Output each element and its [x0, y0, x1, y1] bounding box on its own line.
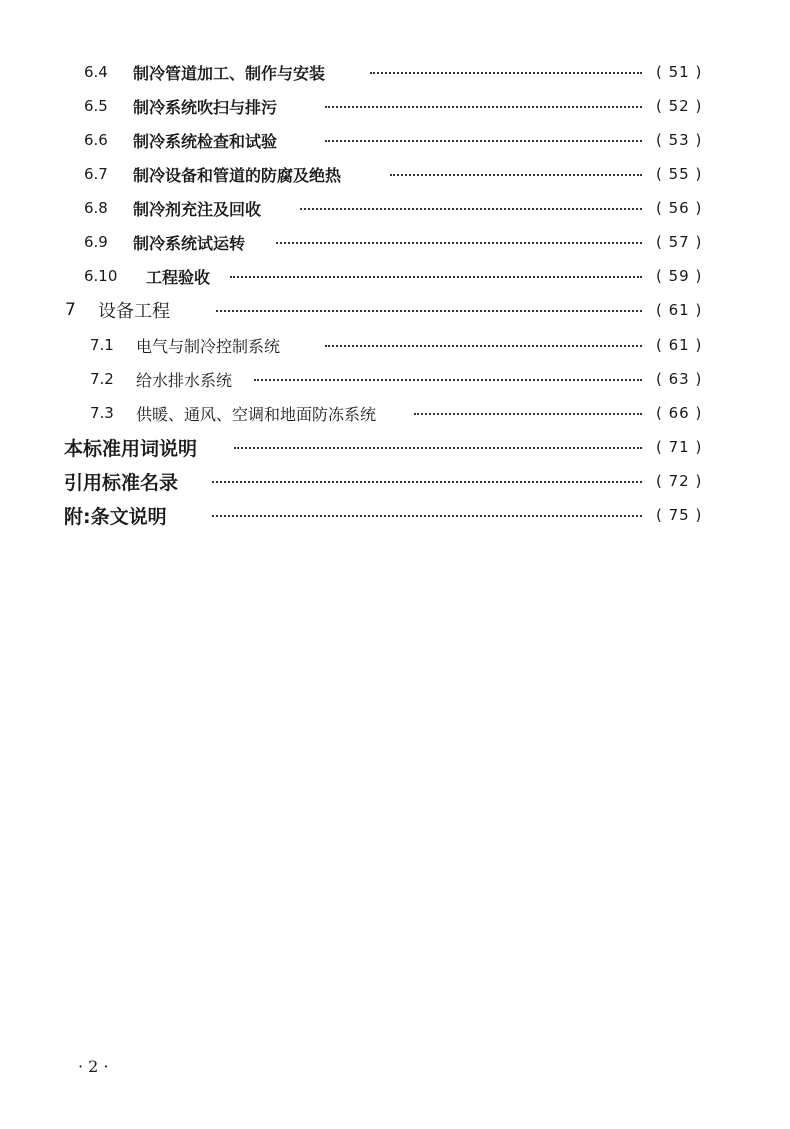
page-reference: ( 53 ): [656, 131, 703, 149]
section-title: 附:条文说明: [64, 505, 167, 528]
page-reference: ( 57 ): [656, 233, 703, 251]
section-number: 7.3: [90, 404, 114, 422]
page-reference: ( 63 ): [656, 370, 703, 388]
page-reference: ( 56 ): [656, 199, 703, 217]
section-number: 6.10: [84, 267, 118, 285]
page-reference: ( 66 ): [656, 404, 703, 422]
page-reference: ( 71 ): [656, 438, 703, 456]
toc-entry-6-6[interactable]: [0, 125, 790, 155]
page-reference: ( 75 ): [656, 506, 703, 524]
section-number: 7.1: [90, 336, 114, 354]
dot-leader: [325, 138, 642, 142]
toc-entry-6-4[interactable]: [0, 57, 790, 87]
section-title: 引用标准名录: [64, 471, 179, 494]
section-number: 6.8: [84, 199, 108, 217]
toc-entry-6-9[interactable]: [0, 227, 790, 257]
toc-entry-7-1[interactable]: [0, 330, 790, 360]
page-reference: ( 51 ): [656, 63, 703, 81]
page-reference: ( 52 ): [656, 97, 703, 115]
toc-entry-7[interactable]: [0, 295, 790, 325]
section-title: 制冷系统吹扫与排污: [133, 97, 278, 117]
section-title: 电气与制冷控制系统: [136, 336, 281, 356]
dot-leader: [370, 70, 642, 74]
dot-leader: [216, 308, 642, 312]
section-title: 工程验收: [146, 267, 211, 287]
dot-leader: [325, 104, 642, 108]
dot-leader: [276, 240, 642, 244]
section-title: 本标准用词说明: [64, 437, 198, 460]
section-number: 6.5: [84, 97, 108, 115]
dot-leader: [234, 445, 642, 449]
section-number: 6.7: [84, 165, 108, 183]
section-number: 6.9: [84, 233, 108, 251]
dot-leader: [212, 479, 642, 483]
page-reference: ( 61 ): [656, 336, 703, 354]
page-number: · 2 ·: [78, 1057, 109, 1076]
page-reference: ( 59 ): [656, 267, 703, 285]
section-title: 制冷管道加工、制作与安装: [133, 63, 326, 83]
toc-entry-7-3[interactable]: [0, 398, 790, 428]
section-title: 供暖、通风、空调和地面防冻系统: [136, 404, 377, 424]
dot-leader: [212, 513, 642, 517]
section-number: 7: [65, 300, 76, 320]
section-title: 设备工程: [98, 301, 170, 322]
page-reference: ( 72 ): [656, 472, 703, 490]
toc-entry-terms[interactable]: [0, 432, 790, 462]
toc-entry-appendix[interactable]: [0, 500, 790, 530]
dot-leader: [300, 206, 642, 210]
dot-leader: [254, 377, 642, 381]
page-reference: ( 55 ): [656, 165, 703, 183]
dot-leader: [390, 172, 642, 176]
section-title: 制冷剂充注及回收: [133, 199, 262, 219]
toc-entry-6-5[interactable]: [0, 91, 790, 121]
dot-leader: [414, 411, 642, 415]
toc-entry-6-7[interactable]: [0, 159, 790, 189]
section-number: 7.2: [90, 370, 114, 388]
toc-entry-references[interactable]: [0, 466, 790, 496]
toc-entry-7-2[interactable]: [0, 364, 790, 394]
section-title: 给水排水系统: [136, 370, 233, 390]
section-number: 6.6: [84, 131, 108, 149]
section-number: 6.4: [84, 63, 108, 81]
toc-entry-6-10[interactable]: [0, 261, 790, 291]
dot-leader: [325, 343, 642, 347]
toc-entry-6-8[interactable]: [0, 193, 790, 223]
page-reference: ( 61 ): [656, 301, 703, 319]
section-title: 制冷系统试运转: [133, 233, 246, 253]
section-title: 制冷设备和管道的防腐及绝热: [133, 165, 342, 185]
dot-leader: [230, 274, 642, 278]
section-title: 制冷系统检查和试验: [133, 131, 278, 151]
